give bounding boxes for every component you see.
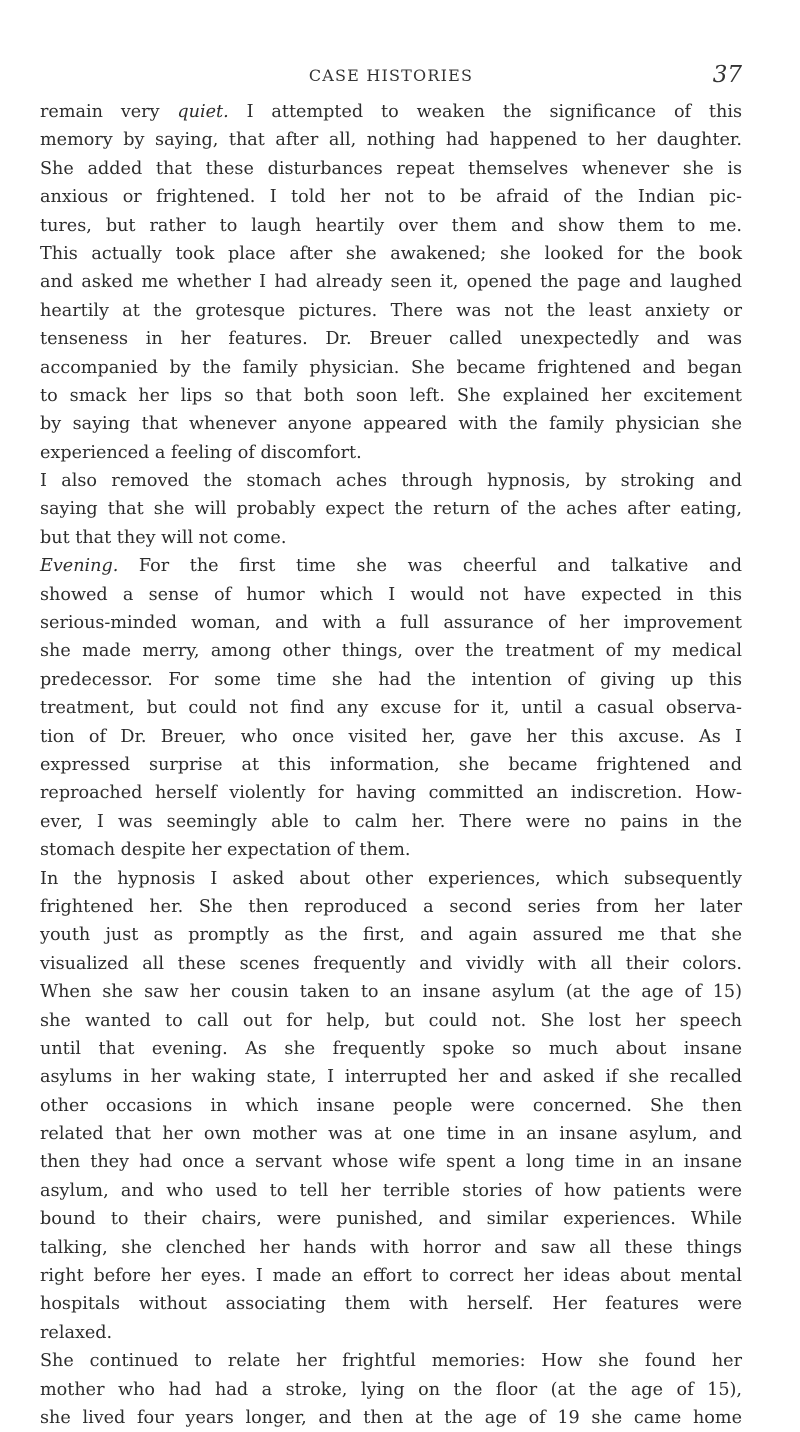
text-run: until that evening. As she frequently spoke so much about insane xyxy=(40,1038,742,1059)
text-line xyxy=(40,1007,742,1035)
text-run: hospitals without associating them with herself. Her features were xyxy=(40,1294,742,1315)
text-run: then they had once a servant whose wife spent a long time in an insane xyxy=(40,1152,742,1173)
text-line xyxy=(40,495,742,523)
text-line xyxy=(40,552,742,580)
text-line xyxy=(40,268,742,296)
text-run: stomach despite her expectation of them. xyxy=(40,840,411,861)
text-run: right before her eyes. I made an effort to correct her ideas about mental xyxy=(40,1266,742,1287)
text-line xyxy=(40,212,742,240)
text-line xyxy=(40,779,742,807)
text-line xyxy=(40,694,742,722)
text-line xyxy=(40,240,742,268)
italic-text: Evening. xyxy=(40,556,119,577)
text-run: In the hypnosis I asked about other experiences, which subsequently xyxy=(40,868,742,889)
text-run: showed a sense of humor which I would not have expected in this xyxy=(40,584,742,605)
text-line xyxy=(40,1205,742,1233)
text-line xyxy=(40,467,742,495)
text-line xyxy=(40,98,742,126)
text-run: memory by saying, that after all, nothing had happened to her daughter. xyxy=(40,130,742,151)
text-run: asylum, and who used to tell her terrible stories of how patients were xyxy=(40,1180,742,1201)
text-line xyxy=(40,865,742,893)
text-line xyxy=(40,524,742,552)
paragraph xyxy=(40,467,742,552)
text-line xyxy=(40,723,742,751)
text-line xyxy=(40,183,742,211)
text-line xyxy=(40,836,742,864)
text-run: by saying that whenever anyone appeared with the family physician she xyxy=(40,414,742,435)
text-run: saying that she will probably expect the return of the aches after eating, xyxy=(40,499,742,520)
text-run: tenseness in her features. Dr. Breuer called unexpectedly and was xyxy=(40,329,742,350)
text-run: youth just as promptly as the first, and again assured me that she xyxy=(40,925,742,946)
text-run: frightened her. She then reproduced a second series from her later xyxy=(40,896,742,917)
text-run: For the first time she was cheerful and talkative and xyxy=(118,556,742,577)
body-text xyxy=(40,98,742,1432)
text-run: ever, I was seemingly able to calm her. There were no pains in the xyxy=(40,811,742,832)
text-line xyxy=(40,751,742,779)
paragraph xyxy=(40,98,742,467)
text-line xyxy=(40,893,742,921)
text-line xyxy=(40,354,742,382)
text-line xyxy=(40,1290,742,1318)
text-line xyxy=(40,921,742,949)
text-line xyxy=(40,382,742,410)
text-run: she wanted to call out for help, but could not. She lost her speech xyxy=(40,1010,742,1031)
text-line xyxy=(40,1120,742,1148)
text-run: and asked me whether I had already seen it, opened the page and laughed xyxy=(40,272,742,293)
text-run: I attempted to weaken the significance of this xyxy=(228,102,742,122)
text-run: reproached herself violently for having committed an indiscretion. How- xyxy=(40,783,742,804)
text-run: remain very xyxy=(40,102,178,122)
text-line xyxy=(40,637,742,665)
text-line xyxy=(40,1404,742,1432)
paragraph xyxy=(40,552,742,864)
text-line xyxy=(40,666,742,694)
text-run: treatment, but could not find any excuse for it, until a casual observa- xyxy=(40,698,742,719)
text-line xyxy=(40,1092,742,1120)
text-line xyxy=(40,609,742,637)
text-run: This actually took place after she awakened; she looked for the book xyxy=(40,243,742,264)
text-run: other occasions in which insane people were concerned. She then xyxy=(40,1095,742,1116)
running-title: CASE HISTORIES xyxy=(308,66,474,85)
text-line xyxy=(40,1148,742,1176)
text-run: I also removed the stomach aches through hypnosis, by stroking and xyxy=(40,471,742,492)
text-line xyxy=(40,1376,742,1404)
text-run: but that they will not come. xyxy=(40,527,287,548)
running-head xyxy=(40,62,742,92)
text-run: expressed surprise at this information, she became frightened and xyxy=(40,754,742,775)
text-line xyxy=(40,1035,742,1063)
text-line xyxy=(40,1234,742,1262)
text-run: mother who had had a stroke, lying on the floor (at the age of 15), xyxy=(40,1379,742,1400)
text-line xyxy=(40,410,742,438)
text-run: predecessor. For some time she had the intention of giving up this xyxy=(40,669,742,690)
text-line xyxy=(40,297,742,325)
text-run: serious-minded woman, and with a full assurance of her improvement xyxy=(40,613,742,634)
text-run: experienced a feeling of discomfort. xyxy=(40,442,362,463)
text-line xyxy=(40,978,742,1006)
text-run: When she saw her cousin taken to an insane asylum (at the age of 15) xyxy=(40,982,742,1003)
text-line xyxy=(40,1177,742,1205)
text-run: visualized all these scenes frequently and vividly with all their colors. xyxy=(40,953,742,974)
text-run: tion of Dr. Breuer, who once visited her, gave her this axcuse. As I xyxy=(40,726,742,747)
text-run: tures, but rather to laugh heartily over them and show them to me. xyxy=(40,215,742,236)
text-run: she made merry, among other things, over the treatment of my medical xyxy=(40,641,742,662)
text-run: asylums in her waking state, I interrupted her and asked if she recalled xyxy=(40,1067,742,1088)
text-run: She continued to relate her frightful memories: How she found her xyxy=(40,1351,742,1372)
text-run: relaxed. xyxy=(40,1322,113,1343)
text-line xyxy=(40,155,742,183)
text-line xyxy=(40,439,742,467)
text-run: She added that these disturbances repeat themselves whenever she is xyxy=(40,158,742,179)
paragraph xyxy=(40,865,742,1348)
page-number: 37 xyxy=(712,62,742,88)
text-run: bound to their chairs, were punished, and similar experiences. While xyxy=(40,1209,742,1230)
text-line xyxy=(40,1347,742,1375)
text-run: heartily at the grotesque pictures. There was not the least anxiety or xyxy=(40,300,742,321)
text-run: related that her own mother was at one time in an insane asylum, and xyxy=(40,1124,742,1145)
text-line xyxy=(40,1319,742,1347)
text-run: she lived four years longer, and then at the age of 19 she came home xyxy=(40,1407,742,1428)
text-run: to smack her lips so that both soon left. She explained her excitement xyxy=(40,385,742,406)
text-line xyxy=(40,1063,742,1091)
paragraph xyxy=(40,1347,742,1432)
text-line xyxy=(40,126,742,154)
text-run: accompanied by the family physician. She became frightened and began xyxy=(40,357,742,378)
text-run: anxious or frightened. I told her not to be afraid of the Indian pic- xyxy=(40,187,742,208)
text-line xyxy=(40,325,742,353)
text-line xyxy=(40,581,742,609)
italic-text: quiet. xyxy=(177,102,229,122)
text-line xyxy=(40,808,742,836)
text-run: talking, she clenched her hands with horror and saw all these things xyxy=(40,1237,742,1258)
text-line xyxy=(40,1262,742,1290)
text-line xyxy=(40,950,742,978)
